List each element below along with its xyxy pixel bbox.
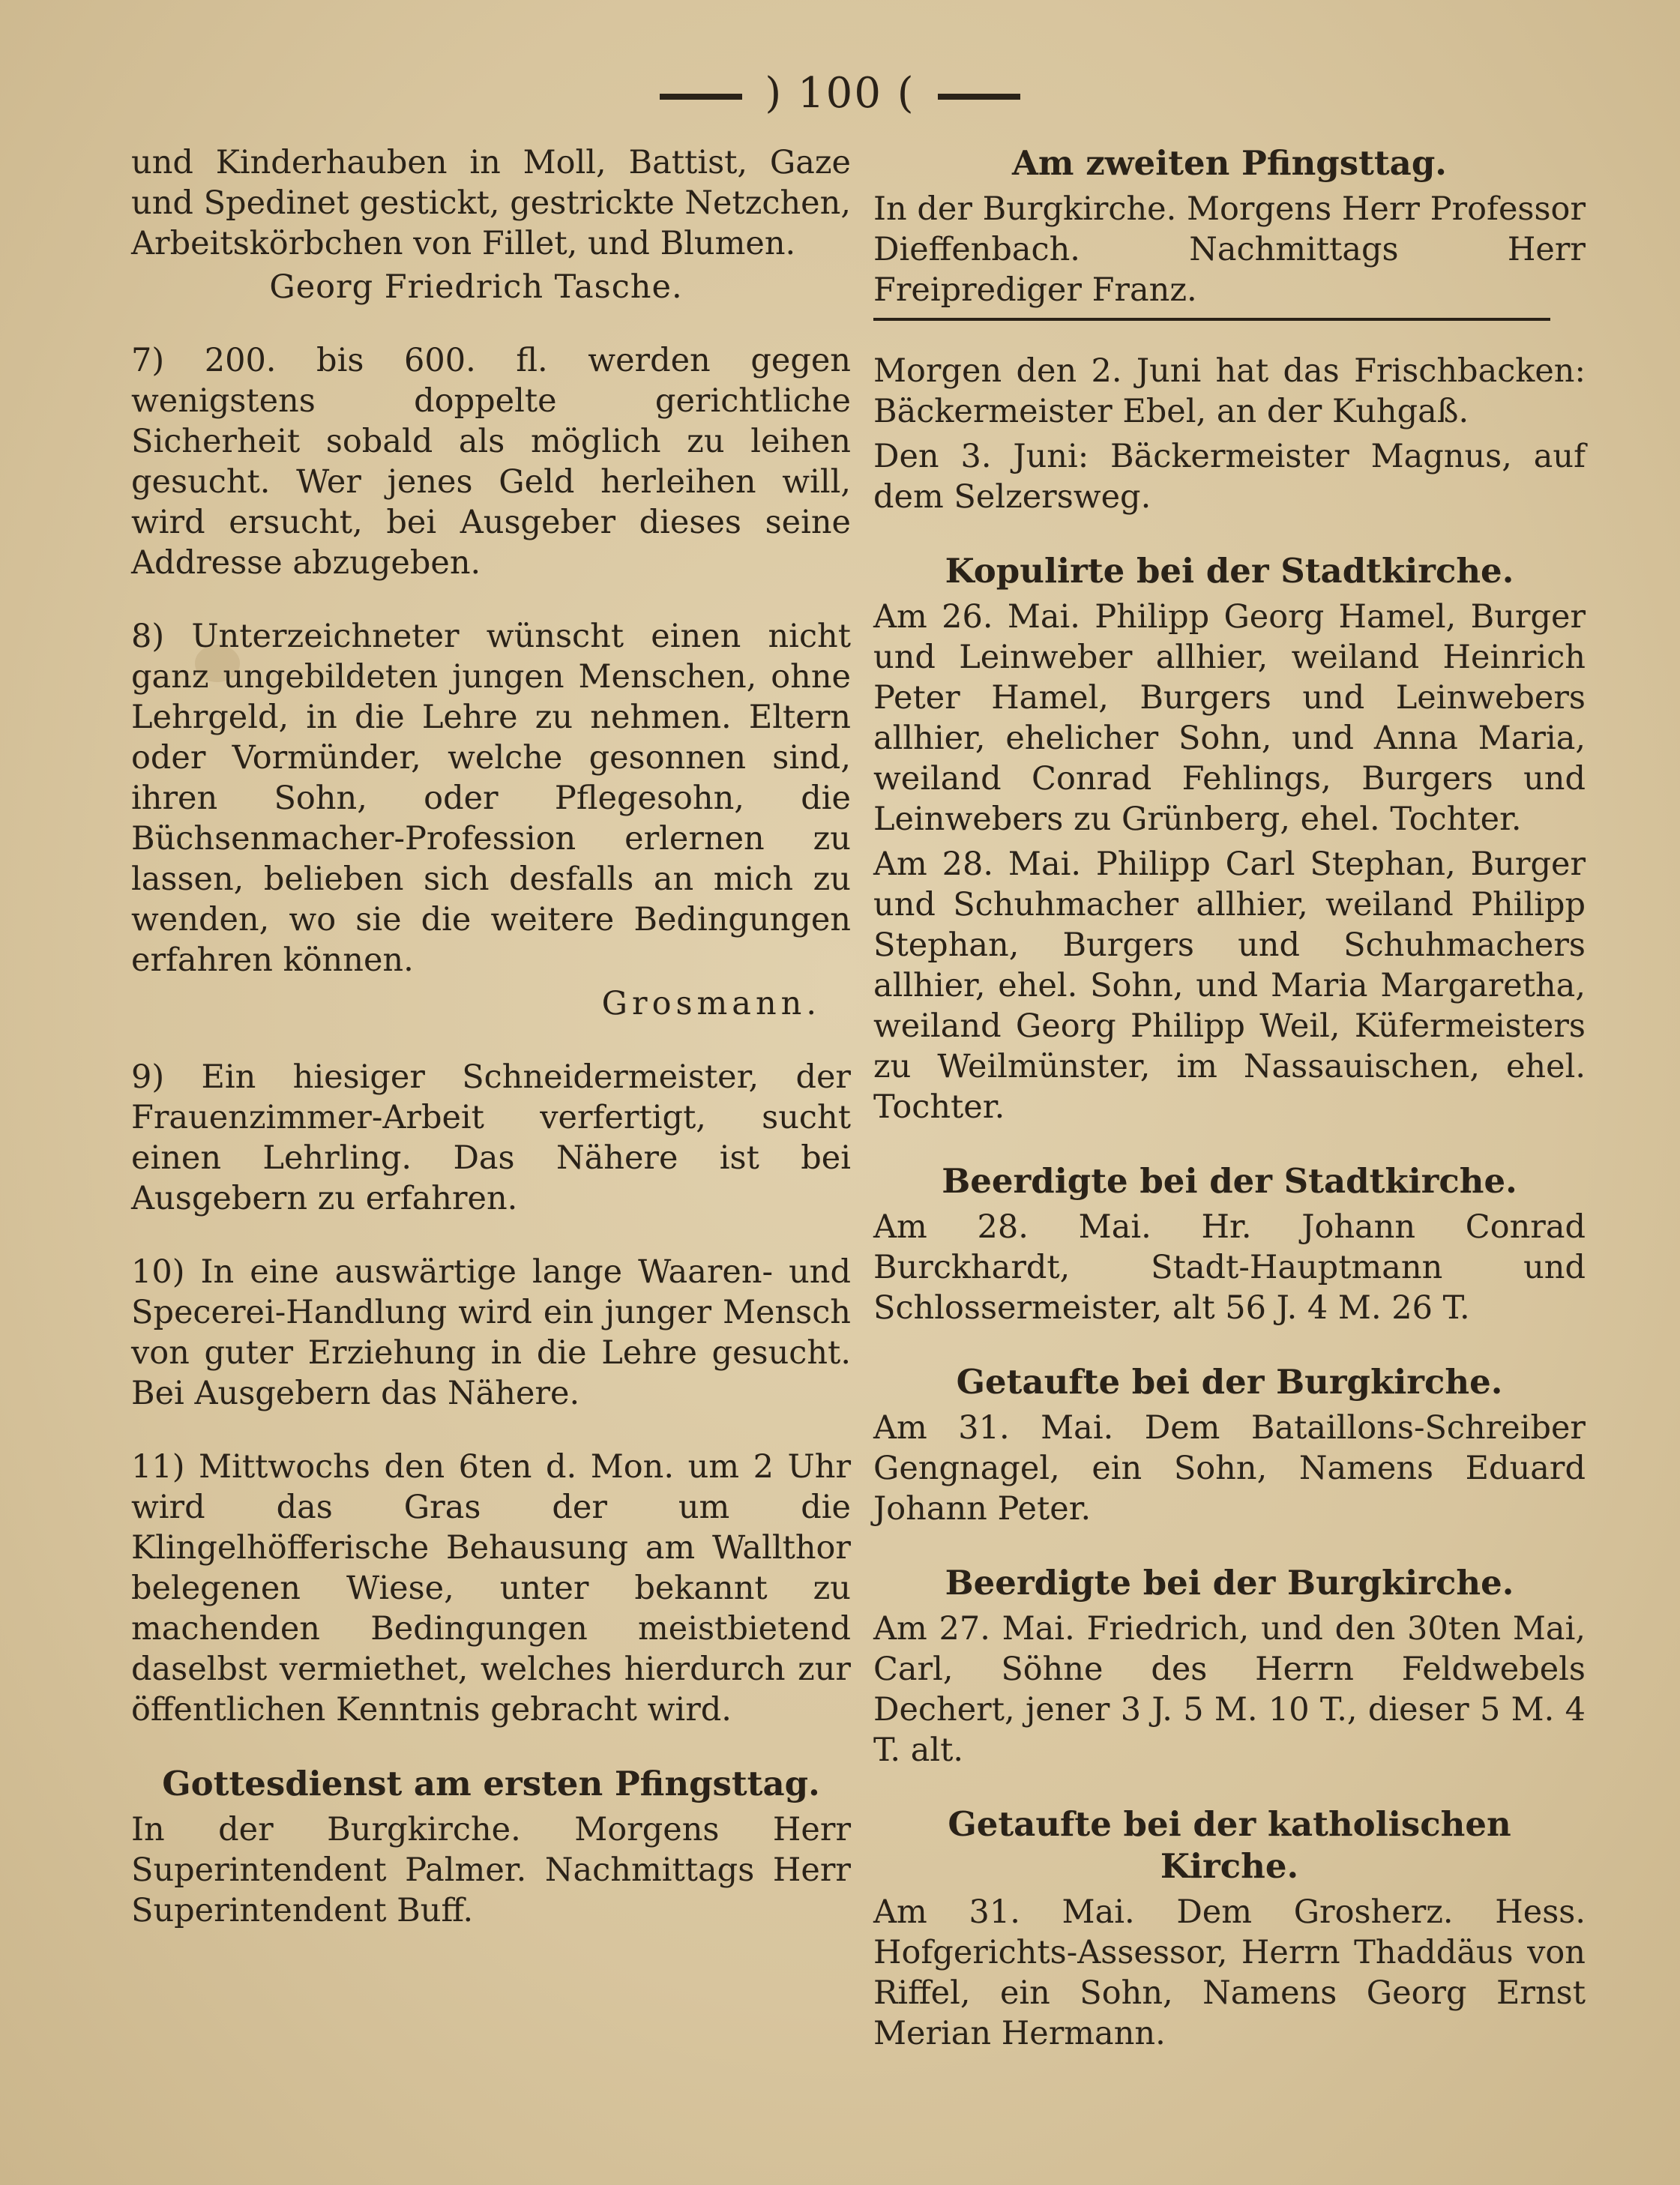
section-first-pentecost bbox=[131, 1763, 851, 1931]
section-heading: Am zweiten Pfingsttag. bbox=[1012, 143, 1447, 183]
notice-signature-tasche: Georg Friedrich Tasche. bbox=[269, 268, 683, 306]
burial-entry: Am 28. Mai. Hr. Johann Conrad Burckhardt, Stadt-Hauptmann und Schlossermeister, alt 56 J. 4 M. 26 T. bbox=[873, 1208, 1586, 1327]
notice-7: 7) 200. bis 600. fl. werden gegen wenigstens doppelte gerichtliche Sicherheit sobald als möglich zu leihen gesucht. Wer jenes Geld herleihen will, wird ersucht, bei Ausgeber dieses seine Addresse abzugeben. bbox=[131, 342, 851, 582]
bakery-notice-2: Den 3. Juni: Bäckermeister Magnus, auf dem Selzersweg. bbox=[873, 438, 1586, 516]
section-burials-stadtkirche bbox=[873, 1160, 1586, 1328]
notice-8: 8) Unterzeichneter wünscht einen nicht ganz ungebildeten jungen Menschen, ohne Lehrgeld, in die Lehre zu nehmen. Eltern oder Vormünder, welche gesonnen sind, ihren Sohn, oder Pflegesohn, die Büchsenmacher-Profession erlernen zu lassen, belieben sich desfalls an mich zu wenden, wo sie die weitere Bedingungen erfahren können. bbox=[131, 618, 851, 979]
right-column bbox=[873, 142, 1586, 2087]
section-baptisms-burgkirche bbox=[873, 1361, 1586, 1529]
marriage-entry-2: Am 28. Mai. Philipp Carl Stephan, Burger und Schuhmacher allhier, weiland Philipp Stephan, Burgers und Schuhmachers allhier, ehel. Sohn, und Maria Margaretha, weiland Georg Philipp Weil, Küfermeisters zu Weilmünster, im Nassauischen, ehel. Tochter. bbox=[873, 846, 1586, 1126]
page-header bbox=[0, 69, 1680, 118]
burial-entry: Am 27. Mai. Friedrich, und den 30ten Mai, Carl, Söhne des Herrn Feldwebels Dechert, jener 3 J. 5 M. 10 T., dieser 5 M. 4 T. alt. bbox=[873, 1610, 1586, 1769]
section-heading: Getaufte bei der katholischen Kirche. bbox=[948, 1804, 1511, 1886]
section-marriages-stadtkirche bbox=[873, 550, 1586, 1127]
section-heading: Beerdigte bei der Burgkirche. bbox=[945, 1563, 1514, 1603]
notice-9: 9) Ein hiesiger Schneidermeister, der Frauenzimmer-Arbeit verfertigt, sucht einen Lehrling. Das Nähere ist bei Ausgebern zu erfahren. bbox=[131, 1058, 851, 1217]
section-divider bbox=[873, 318, 1550, 321]
page-number: ) 100 ( bbox=[765, 69, 915, 118]
section-heading: Getaufte bei der Burgkirche. bbox=[956, 1362, 1503, 1402]
notice-continuation: und Kinderhauben in Moll, Battist, Gaze und Spedinet gestickt, gestrickte Netzchen, Arbeitskörbchen von Fillet, und Blumen. bbox=[131, 144, 851, 262]
notice-signature-grosmann: Grosmann. bbox=[601, 985, 821, 1022]
section-text: In der Burgkirche. Morgens Herr Professor Dieffenbach. Nachmittags Herr Freiprediger Franz. bbox=[873, 190, 1586, 309]
header-rule-left bbox=[660, 94, 742, 100]
header-rule-right bbox=[938, 94, 1020, 100]
baptism-entry: Am 31. Mai. Dem Bataillons-Schreiber Gengnagel, ein Sohn, Namens Eduard Johann Peter. bbox=[873, 1409, 1586, 1528]
bakery-notice-1: Morgen den 2. Juni hat das Frischbacken: Bäckermeister Ebel, an der Kuhgaß. bbox=[873, 352, 1586, 430]
notice-11: 11) Mittwochs den 6ten d. Mon. um 2 Uhr wird das Gras der um die Klingelhöfferische Behausung am Wallthor belegenen Wiese, unter bekannt zu machenden Bedingungen meistbietend daselbst vermiethet, welches hierdurch zur öffentlichen Kenntnis gebracht wird. bbox=[131, 1448, 851, 1729]
section-baptisms-catholic bbox=[873, 1803, 1586, 2054]
section-text: In der Burgkirche. Morgens Herr Superintendent Palmer. Nachmittags Herr Superintendent Buff. bbox=[131, 1811, 851, 1929]
baptism-entry: Am 31. Mai. Dem Grosherz. Hess. Hofgerichts-Assessor, Herrn Thaddäus von Riffel, ein Sohn, Namens Georg Ernst Merian Hermann. bbox=[873, 1893, 1586, 2052]
section-second-pentecost bbox=[873, 142, 1586, 321]
section-heading: Gottesdienst am ersten Pfingsttag. bbox=[162, 1764, 820, 1803]
section-heading: Beerdigte bei der Stadtkirche. bbox=[942, 1161, 1517, 1201]
marriage-entry-1: Am 26. Mai. Philipp Georg Hamel, Burger und Leinweber allhier, weiland Heinrich Peter Hamel, Burgers und Leinwebers allhier, ehelicher Sohn, und Anna Maria, weiland Conrad Fehlings, Burgers und Leinwebers zu Grünberg, ehel. Tochter. bbox=[873, 598, 1586, 838]
left-column bbox=[131, 142, 851, 1964]
notice-10: 10) In eine auswärtige lange Waaren- und Specerei-Handlung wird ein junger Mensch von guter Erziehung in die Lehre gesucht. Bei Ausgebern das Nähere. bbox=[131, 1253, 851, 1412]
section-heading: Kopulirte bei der Stadtkirche. bbox=[945, 551, 1514, 591]
section-burials-burgkirche bbox=[873, 1562, 1586, 1770]
